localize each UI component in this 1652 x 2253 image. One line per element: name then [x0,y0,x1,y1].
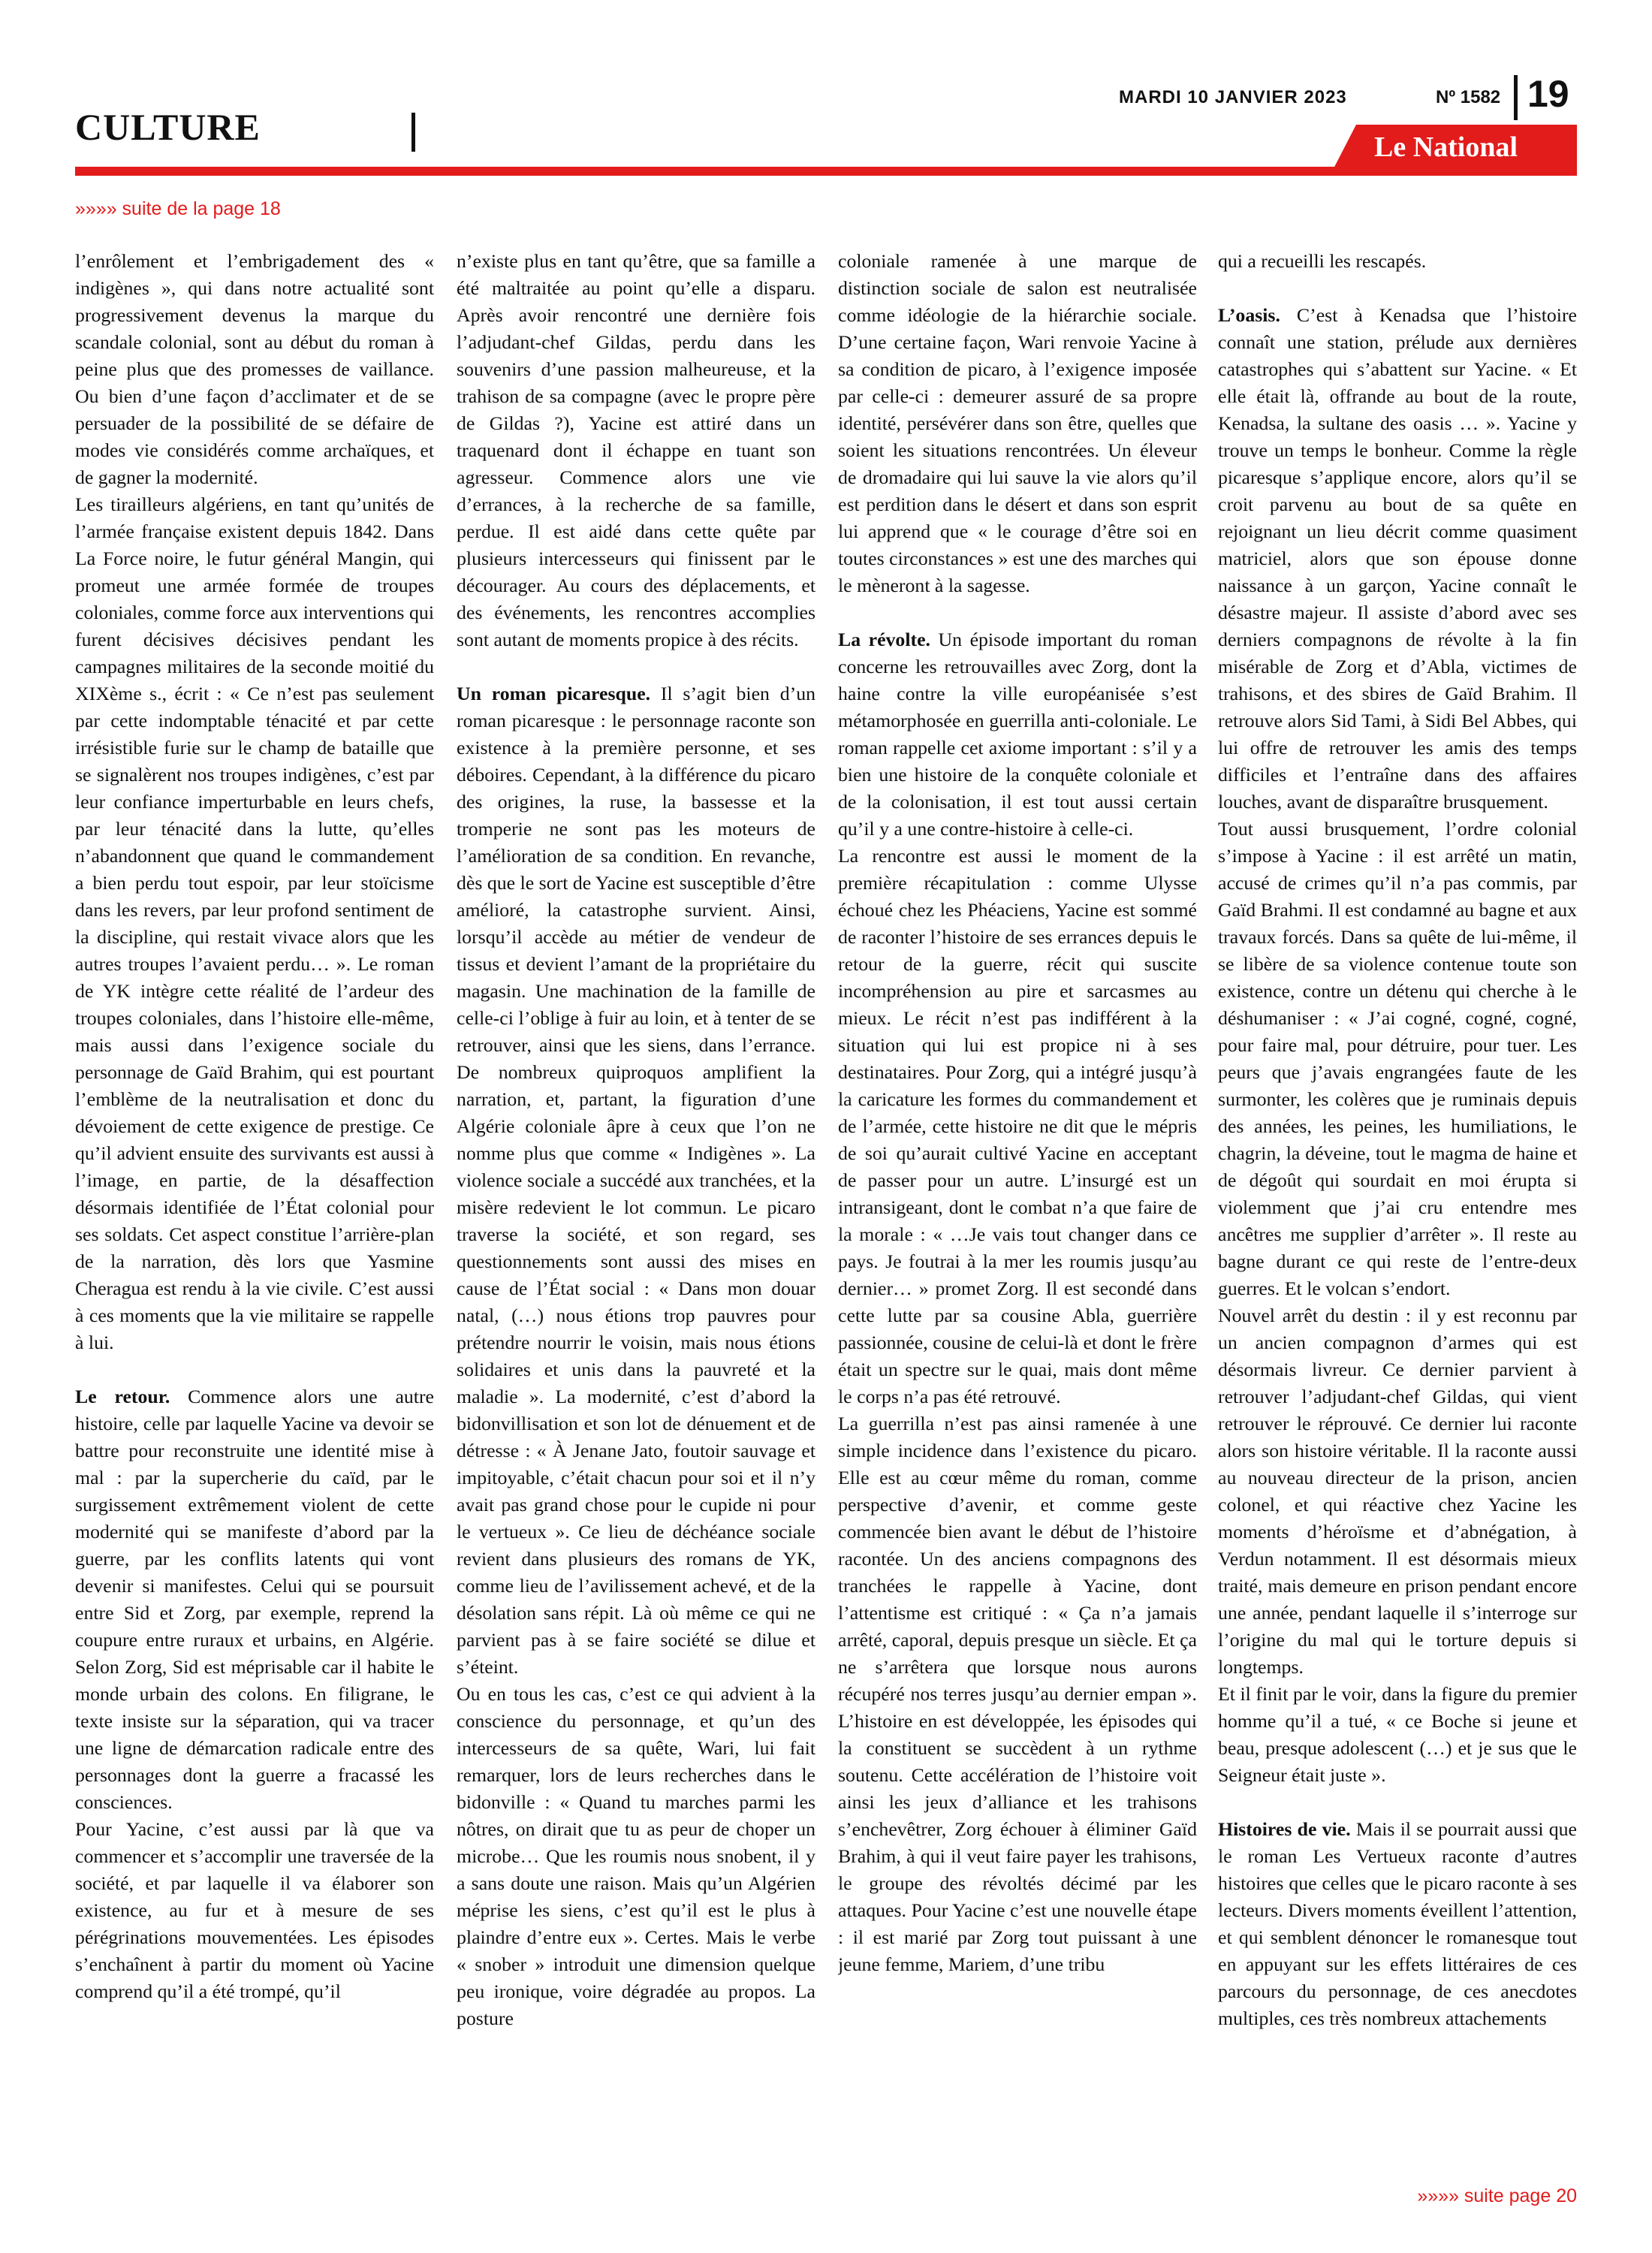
article-paragraph [838,843,1197,1410]
article-column-1 [75,248,434,2170]
paragraph-text: Pour Yacine, c’est aussi par là que va commencer et s’accomplir une traversée de la société, et par laquelle il va élaborer son existence, au fur et à mesure de ses pérégrinations mouvementées. Les épisodes s’enchaînent à partir du moment où Yacine comprend qu’il a été trompé, qu’il [75,1818,434,2002]
paragraph-text: La rencontre est aussi le moment de la première récapitulation : comme Ulysse échoué chez les Phéaciens, Yacine est sommé de raconter l’histoire de ses errances depuis le retour de la guerre, récit qui suscite incompréhension au pire et sarcasmes au mieux. Le récit n’est pas indifférent à la situation qui lui est propice ni à ses destinataires. Pour Zorg, qui a intégré jusqu’à la caricature les formes du commandement et de l’armée, cette histoire ne dit que le mépris de soi qu’aurait cultivé Yacine en acceptant de passer pour un autre. L’insurgé est un intransigeant, dont le combat n’a que faire de la morale : « …Je vais tout changer dans ce pays. Je foutrai à la mer les roumis jusqu’au dernier… » promet Zorg. Il est secondé dans cette lutte par sa cousine Abla, guerrière passionnée, cousine de celui-là et dont le frère était un spectre sur le quai, mais dont même le corps n’a pas été retrouvé. [838,845,1197,1407]
article-paragraph [838,248,1197,599]
article-paragraph [838,626,1197,843]
page-number: 19 [1527,73,1569,115]
article-paragraph [1218,1816,1577,2032]
paragraph-text: Il s’agit bien d’un roman picaresque : le personnage raconte son existence à la première personne, et ses déboires. Cependant, à la différence du picaro des origines, la ruse, la bassesse et la tromperie ne sont pas les moteurs de l’amélioration de sa condition. En revanche, dès que le sort de Yacine est susceptible d’être amélioré, la catastrophe survient. Ainsi, lorsqu’il accède au métier de vendeur de tissus et devient l’amant de la propriétaire du magasin. Une machination de la famille de celle-ci l’oblige à fuir au loin, et à tenter de se retrouver, ainsi que les siens, dans l’errance. De nombreux quiproquos amplifient la narration, et, partant, la figuration d’une Algérie coloniale âpre à ceux que l’on ne nomme plus que comme « Indigènes ». La violence sociale a succédé aux tranchées, et la misère redevient le lot commun. Le picaro traverse la société, et son regard, ses questionnements sont aussi des mises en cause de l’État social : « Dans mon douar natal, (…) nous étions trop pauvres pour prétendre nourrir le voisin, mais nous étions solidaires et unis dans la pauvreté et la maladie ». La modernité, c’est d’abord la bidonvillisation et son lot de dénuement et de détresse : « À Jenane Jato, foutoir sauvage et impitoyable, c’était chacun pour soi et il n’y avait pas grand chose pour le cupide ni pour le vertueux ». Ce lieu de déchéance sociale revient dans plusieurs des romans de YK, comme lieu de l’avilissement achevé, et de la désolation sans répit. Là où même ce qui ne parvient pas à se faire société se dilue et s’éteint. [457,683,815,1678]
subheading: Histoires de vie. [1218,1818,1351,1840]
continued-from-link[interactable]: »»»» suite de la page 18 [75,198,281,219]
article-paragraph [1218,248,1577,275]
article-paragraph [75,248,434,491]
paragraph-text: qui a recueilli les rescapés. [1218,250,1427,272]
subheading: Un roman picaresque. [457,683,651,704]
paragraph-text: Mais il se pourrait aussi que le roman Les Vertueux raconte d’autres histoires que celles que le picaro raconte à ses lecteurs. Divers moments éveillent l’attention, et qui semblent dénoncer le romanesque tout en appuyant sur les effets littéraires de ces parcours du personnage, de ces anecdotes multiples, ces très nombreux attachements [1218,1818,1577,2029]
paragraph-text: Tout aussi brusquement, l’ordre colonial s’impose à Yacine : il est arrêté un matin, accusé de crimes qu’il n’a pas commis, par Gaïd Brahmi. Il est condamné au bagne et aux travaux forcés. Dans sa quête de lui-même, il se libère de sa violence contenue toute son existence, contre un détenu qui cherche à le déshumaniser : « J’ai cogné, cogné, cogné, pour faire mal, pour détruire, pour tuer. Les peurs que j’avais engrangées faute de les surmonter, les colères que je ruminais depuis des années, les peines, les humiliations, le chagrin, la déveine, tout le magma de haine et de dégoût qui sourdait en moi éruptа si violemment que j’ai cru entendre mes ancêtres me supplier d’arrêter ». Il reste au bagne durant ce qui reste de l’entre-deux guerres. Et le volcan s’endort. [1218,818,1577,1299]
paragraph-text: La guerrilla n’est pas ainsi ramenée à une simple incidence dans l’existence du picaro. Elle est au cœur même du roman, comme perspective d’avenir, et comme geste commencée bien avant le début de l’histoire racontée. Un des anciens compagnons des tranchées le rappelle à Yacine, dont l’attentisme est critiqué : « Ça n’a jamais arrêté, caporal, depuis presque un siècle. Et ça ne s’arrêtera que lorsque nous aurons récupéré nos terres jusqu’au dernier empan ». L’histoire en est développée, les épisodes qui la constituent se succèdent à un rythme soutenu. Cette accélération de l’histoire voit ainsi les jeux d’alliance et les trahisons s’enchevêtrer, Zorg échouer à éliminer Gaïd Brahim, à qui il veut faire payer les trahisons, le groupe des révoltés décimé par les attaques. Pour Yacine c’est une nouvelle étape : il est marié par Zorg tout puissant à une jeune femme, Mariem, d’une tribu [838,1413,1197,1975]
paragraph-text: Nouvel arrêt du destin : il y est reconnu par un ancien compagnon d’armes qui est désormais livreur. Ce dernier parvient à retrouver l’adjudant-chef Gildas, qui vient retrouver le réprouvé. Ce dernier lui raconte alors son histoire véritable. Il la raconte aussi au nouveau directeur de la prison, ancien colonel, et qui réactive chez Yacine les moments d’héroïsme et d’abnégation, à Verdun notamment. Il est désormais mieux traité, mais demeure en prison pendant encore une année, pendant laquelle il s’interroge sur l’origine du mal qui le torture depuis si longtemps. [1218,1304,1577,1678]
title-separator [411,113,415,152]
article-column-4 [1218,248,1577,2170]
article-paragraph [457,680,815,1681]
article-column-2 [457,248,815,2170]
issue-number: Nº 1582 [1436,87,1501,107]
paragraph-text: coloniale ramenée à une marque de distinction sociale de salon est neutralisée comme idéologie de la hiérarchie sociale. D’une certaine façon, Wari renvoie Yacine à sa condition de picaro, à l’exigence imposée par celle-ci : demeurer assuré de sa propre identité, persévérer dans son être, quelles que soient les situations rencontrées. Un éleveur de dromadaire qui lui sauve la vie alors qu’il est perdition dans le désert et dans son esprit lui apprend que « le courage d’être soi en toutes circonstances » est une des marches qui le mèneront à la sagesse. [838,250,1197,596]
page-number-separator [1514,75,1518,120]
paragraph-text: Un épisode important du roman concerne les retrouvailles avec Zorg, dont la haine contre la ville européanisée s’est métamorphosée en guerrilla anti-coloniale. Le roman rappelle cet axiome important : s’il y a bien une histoire de la conquête coloniale et de la colonisation, il est tout aussi certain qu’il y a une contre-histoire à celle-ci. [838,629,1197,840]
article-paragraph [75,1383,434,1816]
section-title: CULTURE [75,106,261,148]
article-paragraph [75,491,434,1356]
paragraph-text: n’existe plus en tant qu’être, que sa famille a été maltraitée au point qu’elle a disparu. Après avoir rencontré une dernière fois l’adjudant-chef Gildas, perdu dans les souvenirs d’une passion malheureuse, et la trahison de sa compagne (avec le propre père de Gildas ?), Yacine est attiré dans un traquenard dont il échappe en tuant son agresseur. Commence alors une vie d’errances, à la recherche de sa famille, perdue. Il est aidé dans cette quête par plusieurs intercesseurs qui finissent par le décourager. Au cours des déplacements, et des événements, les rencontres accomplies sont autant de moments propice à des récits. [457,250,815,650]
article-paragraph [838,1410,1197,1978]
subheading: Le retour. [75,1386,170,1407]
article-paragraph [1218,816,1577,1302]
subheading: La révolte. [838,629,930,650]
article-paragraph [1218,1681,1577,1789]
article-column-3 [838,248,1197,2170]
paragraph-text: Les tirailleurs algériens, en tant qu’unités de l’armée française existent depuis 1842. Dans La Force noire, le futur général Mangin, qui promeut une armée formée de troupes coloniales, comme force aux interventions qui furent décisives décisives pendant les campagnes militaires de la seconde moitié du XIXème s., écrit : « Ce n’est pas seulement par cette indomptable ténacité et par cette irrésistible furie sur le champ de bataille que se signalèrent nos troupes indigènes, c’est par leur confiance imperturbable en leurs chefs, par leur ténacité dans la lutte, qu’elles n’abandonnent que quand le commandement a bien perdu tout espoir, par leur stoïcisme dans les revers, par leur profond sentiment de la discipline, qui restait vivace alors que les autres troupes l’avaient perdu… ». Le roman de YK intègre cette réalité de l’ardeur des troupes coloniales, dans l’histoire elle-même, mais aussi dans l’exigence sociale du personnage de Gaïd Brahim, qui est pourtant l’emblème de la neutralisation et donc du dévoiement de cette exigence de prestige. Ce qu’il advient ensuite des survivants est aussi à l’image, en partie, de la désaffection désormais identifiée de l’État colonial pour ses soldats. Cet aspect constitue l’arrière-plan de la narration, dès lors que Yasmine Cheragua est rendu à la vie civile. C’est aussi à ces moments que la vie militaire se rappelle à lui. [75,493,434,1353]
subheading: L’oasis. [1218,304,1280,326]
paragraph-text: Et il finit par le voir, dans la figure du premier homme qu’il a tué, « ce Boche si jeune et beau, presque adolescent (…) et je sus que le Seigneur était juste ». [1218,1683,1577,1786]
paragraph-text: Ou en tous les cas, c’est ce qui advient à la conscience du personnage, et qu’un des intercesseurs de sa quête, Wari, lui fait remarquer, lors de leurs recherches dans le bidonville : « Quand tu marches parmi les nôtres, on dirait que tu as peur de choper un microbe… Que les roumis nous snobent, il y a sans doute une raison. Mais qu’un Algérien méprise les siens, c’est qu’il est le plus à plaindre d’entre eux ». Certes. Mais le verbe « snober » introduit une dimension quelque peu ironique, voire dégradée au propos. La posture [457,1683,815,2029]
article-paragraph [457,1681,815,2032]
article-paragraph [457,248,815,653]
continued-to-link[interactable]: »»»» suite page 20 [1417,2185,1577,2206]
publication-name: Le National [1374,131,1518,163]
paragraph-text: Commence alors une autre histoire, celle par laquelle Yacine va devoir se battre pour reconstruite une identité mise à mal : par la supercherie du caïd, par le surgissement extrêmement violent de cette modernité qui se manifeste d’abord par la guerre, par les conflits latents qui vont devenir si manifestes. Celui qui se poursuit entre Sid et Zorg, par exemple, reprend la coupure entre ruraux et urbains, en Algérie. Selon Zorg, Sid est méprisable car il habite le monde urbain des colons. En filigrane, le texte insiste sur la séparation, qui va tracer une ligne de démarcation radicale entre des personnages dont la guerre a fracassé les consciences. [75,1386,434,1813]
paragraph-text: C’est à Kenadsa que l’histoire connaît une station, prélude aux dernières catastrophes qui s’abattent sur Yacine. « Et elle était là, offrande au bout de la route, Kenadsa, la sultane des oasis … ». Yacine y trouve un temps le bonheur. Comme la règle picaresque s’applique encore, alors qu’il se croit parvenu au bout de sa quête en rejoignant un lieu décrit comme quasiment matriciel, alors que son épouse donne naissance à un garçon, Yacine connaît le désastre majeur. Il assiste d’abord avec ses derniers compagnons de révolte à la fin misérable de Zorg et d’Abla, victimes de trahisons, et des sbires de Gaïd Brahim. Il retrouve alors Sid Tami, à Sidi Bel Abbes, qui lui offre de retrouver les amis des temps difficiles et l’entraîne dans des affaires louches, avant de disparaître brusquement. [1218,304,1577,813]
article-paragraph [1218,302,1577,816]
article-paragraph [1218,1302,1577,1681]
issue-date: MARDI 10 JANVIER 2023 [1119,87,1347,107]
paragraph-text: l’enrôlement et l’embrigadement des « indigènes », qui dans notre actualité sont progressivement devenus la marque du scandale colonial, sont au début du roman à peine plus que des promesses de vaillance. Ou bien d’une façon d’acclimater et de se persuader de la possibilité de se défaire de modes vie considérés comme archaïques, et de gagner la modernité. [75,250,434,488]
article-paragraph [75,1816,434,2005]
